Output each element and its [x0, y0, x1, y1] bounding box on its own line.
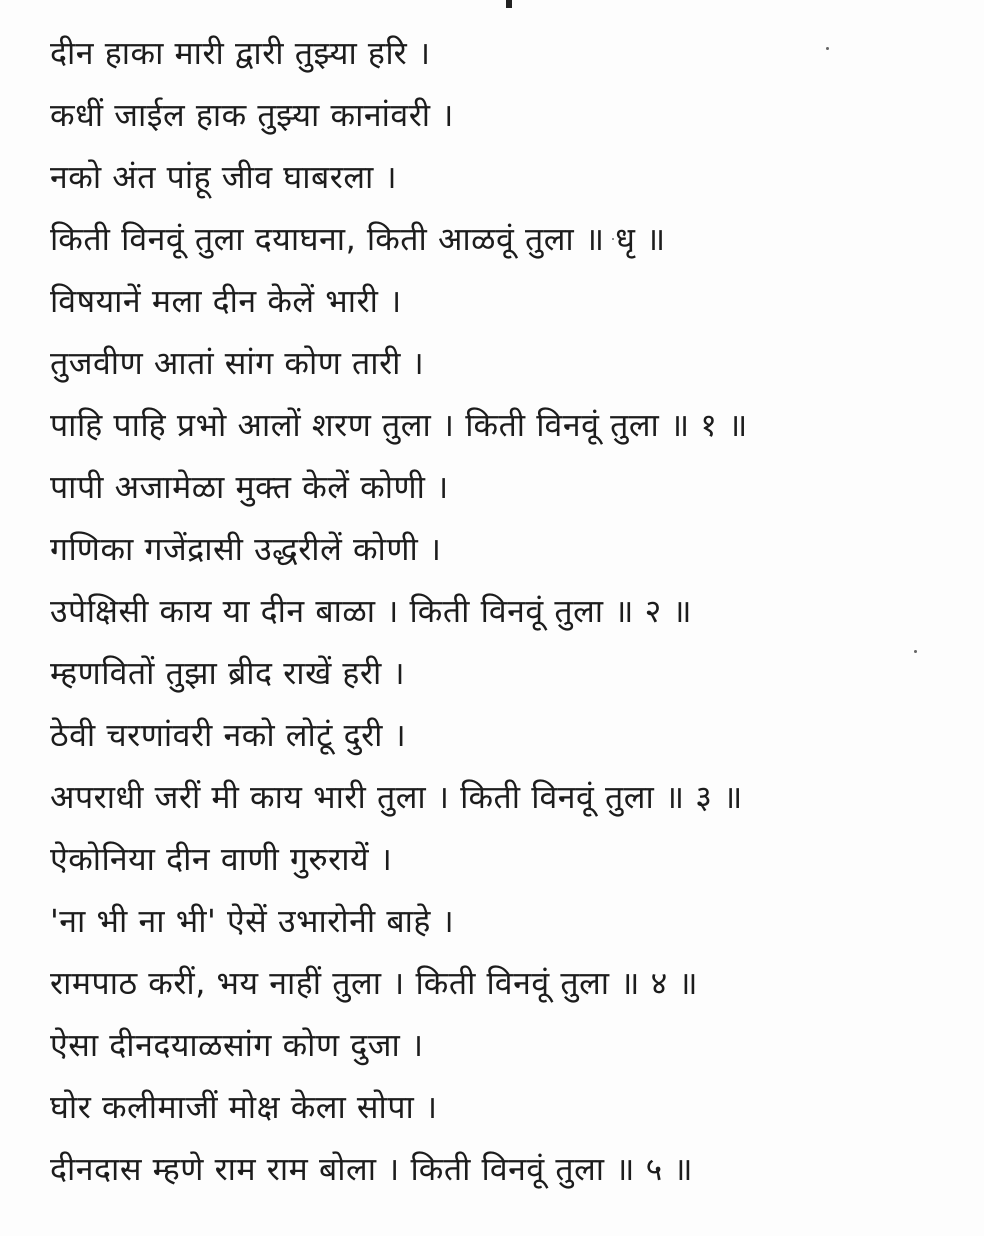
poem-line: विषयानें मला दीन केलें भारी ।: [50, 282, 402, 320]
poem-line: रामपाठ करीं, भय नाहीं तुला । किती विनवूं तुला ॥ ४ ॥: [50, 964, 699, 1002]
scan-mark: [506, 0, 512, 8]
poem-line: उपेक्षिसी काय या दीन बाळा । किती विनवूं तुला ॥ २ ॥: [50, 592, 693, 630]
poem-line: गणिका गजेंद्रासी उद्धरीलें कोणी ।: [50, 530, 442, 568]
poem-line: पापी अजामेळा मुक्त केलें कोणी ।: [50, 468, 449, 506]
poem-line: नको अंत पांहू जीव घाबरला ।: [50, 158, 398, 196]
poem-line: म्हणवितों तुझा ब्रीद राखें हरी ।: [50, 654, 406, 692]
poem-line: अपराधी जरीं मी काय भारी तुला । किती विनवूं तुला ॥ ३ ॥: [50, 778, 743, 816]
poem-text: [50, 22, 970, 1200]
poem-line: पाहि पाहि प्रभो आलों शरण तुला । किती विनवूं तुला ॥ १ ॥: [50, 406, 748, 444]
poem-line: तुजवीण आतां सांग कोण तारी ।: [50, 344, 425, 382]
poem-line: दीनदास म्हणे राम राम बोला । किती विनवूं तुला ॥ ५ ॥: [50, 1150, 694, 1188]
poem-line: ऐकोनिया दीन वाणी गुरुरायें ।: [50, 840, 393, 878]
poem-line-refrain: किती विनवूं तुला दयाघना, किती आळवूं तुला ॥ धृ ॥: [50, 220, 666, 258]
poem-line: घोर कलीमाजीं मोक्ष केला सोपा ।: [50, 1088, 438, 1126]
poem-line: ठेवी चरणांवरी नको लोटूं दुरी ।: [50, 716, 407, 754]
poem-line: ऐसा दीनदयाळसांग कोण दुजा ।: [50, 1026, 424, 1064]
poem-line: कधीं जाईल हाक तुझ्या कानांवरी ।: [50, 96, 454, 134]
poem-line: 'ना भी ना भी' ऐसें उभारोनी बाहे ।: [50, 902, 455, 940]
poem-line: दीन हाका मारी द्वारी तुझ्या हरि ।: [50, 34, 431, 72]
